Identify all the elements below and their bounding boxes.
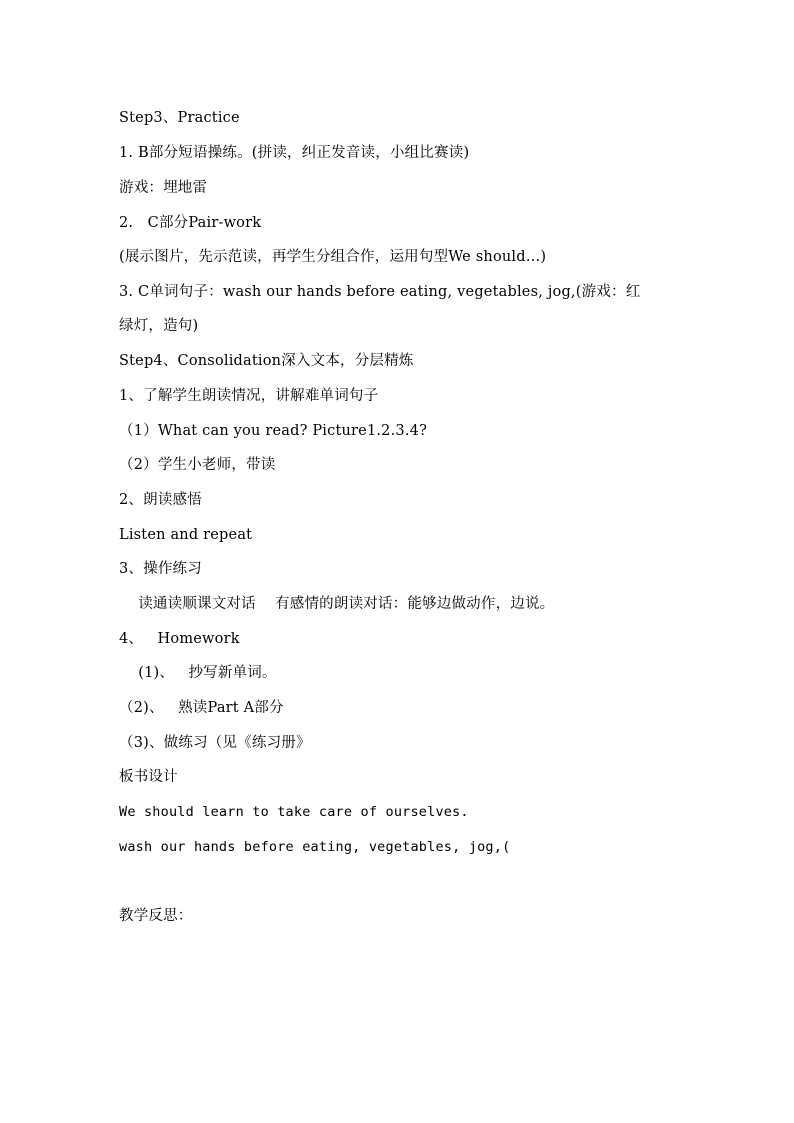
text-line-step4-2: 2、朗读感悟	[119, 492, 202, 508]
step3-heading: Step3、Practice	[119, 110, 240, 126]
blackboard-design-heading: 板书设计	[119, 769, 178, 785]
homework-item-2: （2)、 熟读Part A部分	[119, 700, 284, 716]
blackboard-line-2: wash our hands before eating, vegetables, jog,(	[119, 839, 511, 855]
step4-heading: Step4、Consolidation深入文本，分层精炼	[119, 353, 414, 369]
text-line-game-1: 游戏：埋地雷	[119, 180, 208, 196]
blackboard-line-1: We should learn to take care of ourselves.	[119, 804, 469, 820]
text-line-step4-1: 1、了解学生朗读情况，讲解难单词句子	[119, 388, 379, 404]
homework-item-3: （3)、做练习（见《练习册》	[119, 735, 311, 751]
homework-item-1: (1)、 抄写新单词。	[119, 665, 277, 681]
text-line-step4-3: 3、操作练习	[119, 561, 202, 577]
text-line-listen-repeat: Listen and repeat	[119, 527, 253, 543]
text-line-pair-work: (展示图片，先示范读，再学生分组合作，运用句型We should…)	[119, 249, 547, 265]
text-line-1: 1. B部分短语操练。(拼读，纠正发音读，小组比赛读)	[119, 145, 470, 161]
homework-heading: 4、 Homework	[119, 631, 240, 647]
text-line-step4-1-b: （2）学生小老师，带读	[119, 457, 276, 473]
teaching-reflection-heading: 教学反思：	[119, 908, 193, 924]
text-line-step4-3-detail: 读通读顺课文对话 有感情的朗读对话：能够边做动作，边说。	[119, 596, 555, 612]
text-line-step4-1-a: （1）What can you read? Picture1.2.3.4?	[119, 423, 428, 439]
text-line-3-cont: 绿灯，造句)	[119, 318, 199, 334]
text-line-3: 3. C单词句子：wash our hands before eating, vegetables, jog,(游戏：红	[119, 284, 641, 300]
text-line-2: 2. C部分Pair-work	[119, 215, 262, 231]
